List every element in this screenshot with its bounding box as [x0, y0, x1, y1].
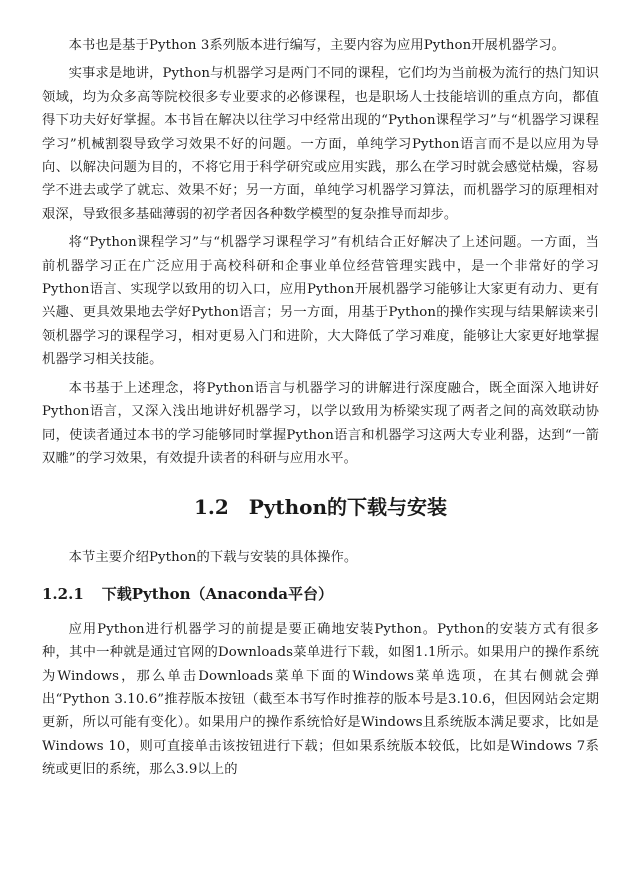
subsection-paragraph: 应用Python进行机器学习的前提是要正确地安装Python。Python的安装方式有很多种，其中一种就是通过官网的Downloads菜单进行下载，如图1.1所示。如果用户的操作系统为Windows，那么单击Downloads菜单下面的Windows菜单选项，在其右侧就会弹出“Python 3.10.6”推荐版本按钮（截至本书写作时推荐的版本号是3.10.6，但因网站会定期更新，所以可能有变化）。如果用户的操作系统恰好是Windows且系统版本满足要求，比如是Windows 10，则可直接单击该按钮进行下载；但如果系统版本较低，比如是Windows 7系统或更旧的系统，那么3.9以上的	[42, 621, 599, 778]
subsection-number: 1.2.1	[42, 584, 84, 603]
subsection-title-text: 下载Python（Anaconda平台）	[101, 584, 334, 603]
section-title-text: Python的下载与安装	[248, 495, 448, 520]
section-heading	[42, 492, 599, 522]
section-intro-paragraph: 本节主要介绍Python的下载与安装的具体操作。	[68, 550, 358, 566]
paragraph-intro: 本书也是基于Python 3系列版本进行编写，主要内容为应用Python开展机器学习。	[68, 38, 566, 53]
subsection-heading	[42, 582, 599, 606]
paragraph-integration: 将“Python课程学习”与“机器学习课程学习”有机结合正好解决了上述问题。一方面，当前机器学习正在广泛应用于高校科研和企事业单位经营管理实践中，是一个非常好的学习Python语言、实现学以致用的切入口，应用Python开展机器学习能够让大家更有动力、更有兴趣、更具效果地去学好Python语言；另一方面，用基于Python的操作实现与结果解读来引领机器学习的课程学习，相对更易入门和进阶，大大降低了学习难度，能够让大家更好地掌握机器学习相关技能。	[42, 235, 599, 368]
paragraph-motivation: 实事求是地讲，Python与机器学习是两门不同的课程，它们均为当前极为流行的热门知识领域，均为众多高等院校很多专业要求的必修课程，也是职场人士技能培训的重点方向，都值得下功夫好好掌握。本书旨在解决以往学习中经常出现的“Python课程学习”与“机器学习课程学习”机械割裂导致学习效果不好的问题。一方面，单纯学习Python语言而不是以应用为导向、以解决问题为目的，不将它用于科学研究或应用实践，那么在学习时就会感觉枯燥，容易学不进去或学了就忘、效果不好；另一方面，单纯学习机器学习算法，而机器学习的原理相对艰深，导致很多基础薄弱的初学者因各种数学模型的复杂推导而却步。	[42, 66, 599, 222]
paragraph-philosophy: 本书基于上述理念，将Python语言与机器学习的讲解进行深度融合，既全面深入地讲好Python语言，又深入浅出地讲好机器学习，以学以致用为桥梁实现了两者之间的高效联动协同，使读者通过本书的学习能够同时掌握Python语言和机器学习这两大专业利器，达到“一箭双雕”的学习效果，有效提升读者的科研与应用水平。	[42, 380, 599, 466]
section-number: 1.2	[193, 495, 229, 520]
